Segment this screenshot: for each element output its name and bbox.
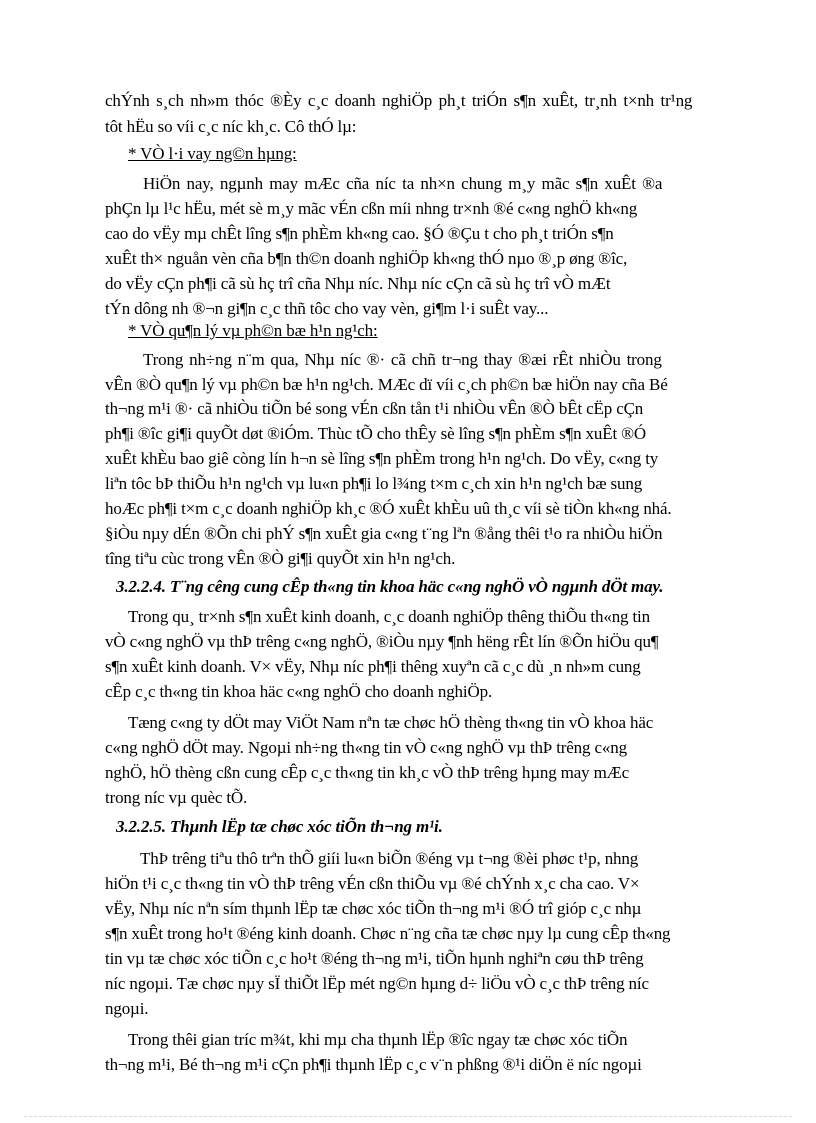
body-text-line: HiÖn nay, ngµnh may mÆc cña níc ta nh×n chung m¸y mãc s¶n xuÊt ®a [143,174,663,193]
body-text-line: Trong nh÷ng n¨m qua, Nhµ níc ®· cã chñ tr¬ng thay ®æi rÊt nhiÒu trong [143,350,662,369]
body-text-line: ThÞ trêng tiªu thô trªn thÕ giíi lu«n biÕn ®éng vµ t¬ng ®èi phøc t¹p, nhng [140,849,639,868]
body-text-line: chÝnh s¸ch nh»m thóc ®Èy c¸c doanh nghiÖp ph¸t triÓn s¶n xuÊt, tr¸nh t×nh tr¹ng [105,91,693,110]
body-text-line: Trong qu¸ tr×nh s¶n xuÊt kinh doanh, c¸c doanh nghiÖp thêng thiÕu th«ng tin [128,607,650,626]
body-text-line: hiÖn t¹i c¸c th«ng tin vÒ thÞ trêng vÉn cßn thiÕu vµ ®é chÝnh x¸c cha cao. V× [105,874,640,893]
body-text-line: §iÒu nµy dÉn ®Õn chi phÝ s¶n xuÊt gia c«ng t¨ng lªn ®ång thêi t¹o ra nhiÒu hiÖn [105,524,663,543]
body-text-line: Tæng c«ng ty dÖt may ViÖt Nam nªn tæ chøc hÖ thèng th«ng tin vÒ khoa häc [128,713,654,732]
body-text-line: trong níc vµ quèc tÕ. [105,788,248,807]
body-text-line: ph¶i ®îc gi¶i quyÕt døt ®iÓm. Thùc tÕ cho thÊy sè lîng s¶n phÈm s¶n xuÊt ®Ó [105,424,647,443]
body-text-line: s¶n xuÊt kinh doanh. V× vËy, Nhµ níc ph¶i thêng xuyªn cã c¸c dù ¸n nh»m cung [105,657,641,676]
page-bottom-rule [24,1116,792,1117]
subsection-bullet: * VÒ l·i vay ng©n hµng: [128,144,297,163]
section-heading: 3.2.2.4. T¨ng cêng cung cÊp th«ng tin khoa häc c«ng nghÖ vÒ ngµnh dÖt may. [116,577,664,596]
body-text-line: c«ng nghÖ dÖt may. Ngoµi nh÷ng th«ng tin vÒ c«ng nghÖ vµ thÞ trêng c«ng [105,738,627,757]
body-text-line: nghÖ, hÖ thèng cßn cung cÊp c¸c th«ng tin kh¸c vÒ thÞ trêng hµng may mÆc [105,763,630,782]
section-heading: 3.2.2.5. Thµnh lËp tæ chøc xóc tiÕn th¬ng m¹i. [116,817,443,836]
body-text-line: do vËy cÇn ph¶i cã sù hç trî cña Nhµ níc. Nhµ níc cÇn cã sù hç trî vÒ mÆt [105,274,611,293]
body-text-line: th¬ng m¹i ®· cã nhiÒu tiÕn bé song vÉn cßn tån t¹i nhiÒu vÊn ®Ò bÊt cËp cÇn [105,399,644,418]
body-text-line: tôt hËu so víi c¸c níc kh¸c. Cô thÓ lµ: [105,117,357,136]
body-text-line: cao do vËy mµ chÊt lîng s¶n phÈm kh«ng cao. §Ó ®Çu t cho ph¸t triÓn s¶n [105,224,614,243]
body-text-line: ngoµi. [105,999,149,1018]
body-text-line: cÊp c¸c th«ng tin khoa häc c«ng nghÖ cho doanh nghiÖp. [105,682,493,701]
body-text-line: níc ngoµi. Tæ chøc nµy sÏ thiÕt lËp mét ng©n hµng d÷ liÖu vÒ c¸c thÞ trêng níc [105,974,649,993]
subsection-bullet: * VÒ qu¶n lý vµ ph©n bæ h¹n ng¹ch: [128,321,378,340]
body-text-line: tÝn dông nh ®¬n gi¶n c¸c thñ tôc cho vay vèn, gi¶m l·i suÊt vay... [105,299,549,318]
body-text-line: xuÊt th× nguån vèn cña b¶n th©n doanh nghiÖp kh«ng thÓ nµo ®¸p øng ®îc, [105,249,628,268]
body-text-line: vÊn ®Ò qu¶n lý vµ ph©n bæ h¹n ng¹ch. MÆc dï víi c¸ch ph©n bæ hiÖn nay cña Bé [105,375,668,394]
body-text-line: phÇn lµ l¹c hËu, mét sè m¸y mãc vÉn cßn míi nhng tr×nh ®é c«ng nghÖ kh«ng [105,199,638,218]
body-text-line: tîng tiªu cùc trong vÊn ®Ò gi¶i quyÕt xin h¹n ng¹ch. [105,549,456,568]
body-text-line: s¶n xuÊt trong ho¹t ®éng kinh doanh. Chøc n¨ng cña tæ chøc nµy lµ cung cÊp th«ng [105,924,671,943]
body-text-line: vÒ c«ng nghÖ vµ thÞ trêng c«ng nghÖ, ®iÒu nµy ¶nh hëng rÊt lín ®Õn hiÖu qu¶ [105,632,659,651]
body-text-line: Trong thêi gian tríc m¾t, khi mµ cha thµnh lËp ®îc ngay tæ chøc xóc tiÕn [128,1030,628,1049]
body-text-line: hoÆc ph¶i t×m c¸c doanh nghiÖp kh¸c ®Ó xuÊt khÈu uû th¸c víi sè tiÒn kh«ng nhá. [105,499,672,518]
body-text-line: th¬ng m¹i, Bé th¬ng m¹i cÇn ph¶i thµnh lËp c¸c v¨n phßng ®¹i diÖn ë níc ngoµi [105,1055,642,1074]
body-text-line: tin vµ tæ chøc xóc tiÕn c¸c ho¹t ®éng th¬ng m¹i, tiÕn hµnh nghiªn cøu thÞ trêng [105,949,644,968]
body-text-line: xuÊt khÈu bao giê còng lín h¬n sè lîng s¶n phÈm trong h¹n ng¹ch. Do vËy, c«ng ty [105,449,659,468]
body-text-line: liªn tôc bÞ thiÕu h¹n ng¹ch vµ lu«n ph¶i lo l¾ng t×m c¸ch xin h¹n ng¹ch bæ sung [105,474,643,493]
body-text-line: vËy, Nhµ níc nªn sím thµnh lËp tæ chøc xóc tiÕn th¬ng m¹i ®Ó trî gióp c¸c nhµ [105,899,642,918]
